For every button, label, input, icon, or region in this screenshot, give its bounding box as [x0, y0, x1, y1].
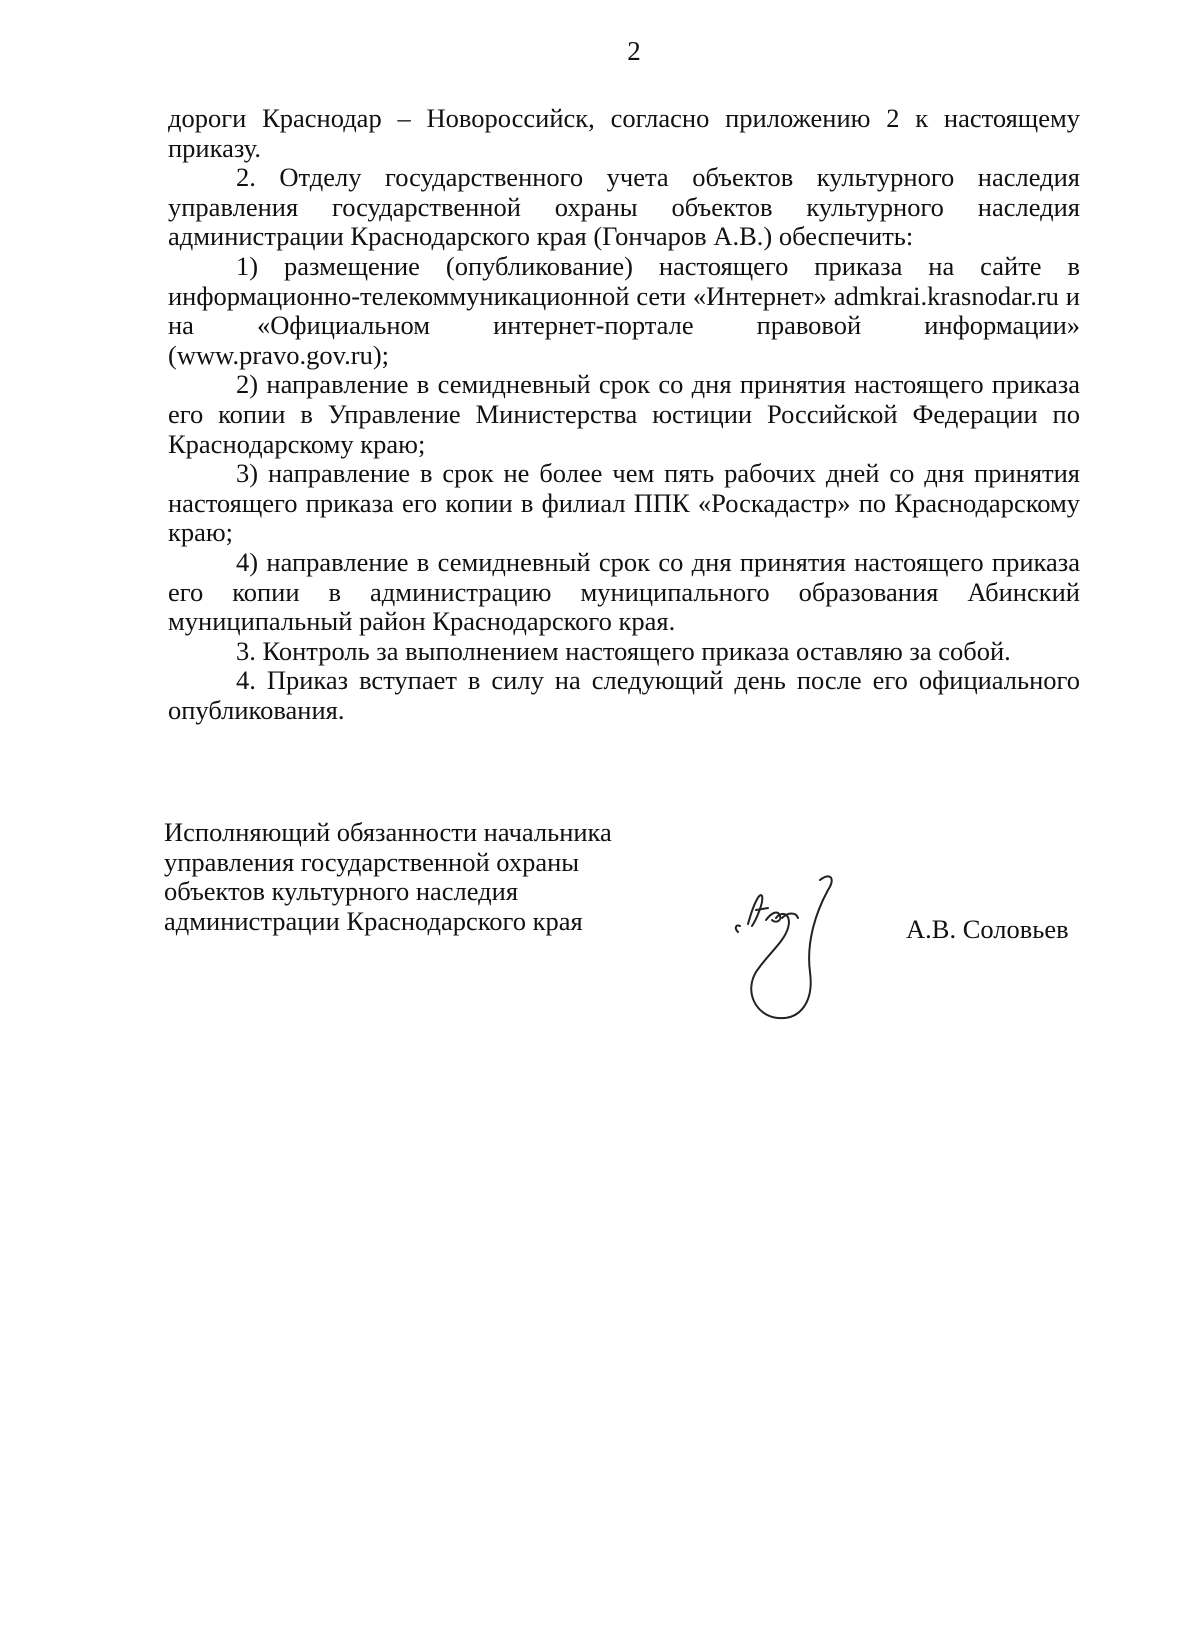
page-number: 2	[627, 36, 641, 66]
paragraph-subitem-4: 4) направление в семидневный срок со дня принятия настоящего приказа его копии в администрацию муниципального образования Абинский муниципальный район Краснодарского края.	[168, 546, 1080, 637]
document-body	[168, 104, 1080, 725]
signer-position-line: управления государственной охраны	[164, 846, 580, 877]
signer-position-line: Исполняющий обязанности начальника	[164, 817, 612, 847]
signer-position-line: администрации Краснодарского края	[164, 905, 583, 936]
signer-position	[164, 818, 684, 936]
handwritten-signature	[726, 862, 846, 1032]
paragraph-subitem-2: 2) направление в семидневный срок со дня принятия настоящего приказа его копии в Управление Министерства юстиции Российской Федерации по Краснодарскому краю;	[168, 369, 1080, 459]
signer-position-line: объектов культурного наследия	[164, 876, 519, 907]
paragraph-subitem-3: 3) направление в срок не более чем пять рабочих дней со дня принятия настоящего приказа его копии в филиал ППК «Роскадастр» по Краснодарскому краю;	[168, 458, 1080, 548]
paragraph-subitem-1: 1) размещение (опубликование) настоящего приказа на сайте в информационно-телекоммуникационной сети «Интернет» admkrai.krasnodar.ru и на «Официальном интернет-портале правовой информации» (www.pravo.gov.ru);	[168, 250, 1080, 370]
paragraph-continuation: дороги Краснодар – Новороссийск, согласно приложению 2 к настоящему приказу.	[168, 103, 1080, 163]
paragraph-item-3: 3. Контроль за выполнением настоящего приказа оставляю за собой.	[236, 635, 1011, 666]
paragraph-item-4: 4. Приказ вступает в силу на следующий день после его официального опубликования.	[168, 665, 1080, 725]
paragraph-item-2: 2. Отделу государственного учета объектов культурного наследия управления государственной охраны объектов культурного наследия администрации Краснодарского края (Гончаров А.В.) обеспечить:	[168, 162, 1080, 252]
signer-name: А.В. Соловьев	[906, 914, 1069, 944]
